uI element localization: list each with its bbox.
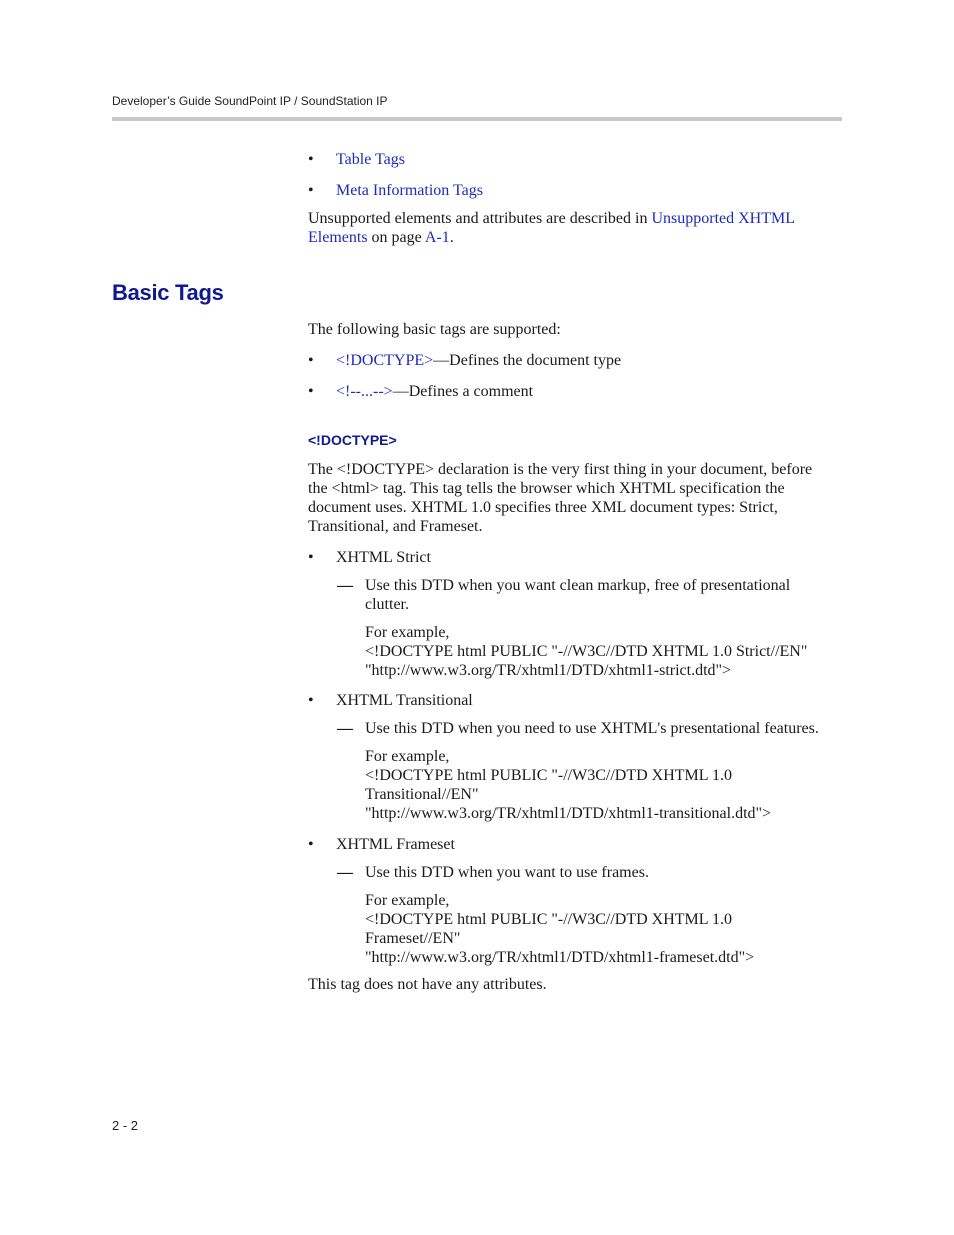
bullet-desc: —Defines a comment	[392, 383, 534, 400]
running-header: Developer’s Guide SoundPoint IP / SoundStation IP	[112, 94, 388, 108]
example-line: <!DOCTYPE html PUBLIC "-//W3C//DTD XHTML 1.0	[365, 767, 732, 784]
unsupported-suffix: .	[449, 229, 454, 246]
desc-line: Use this DTD when you want clean markup, free of presentational	[365, 577, 791, 594]
bullet-text	[336, 351, 621, 370]
section-intro: The following basic tags are supported:	[308, 321, 561, 338]
dash-glyph: —	[337, 864, 353, 881]
example-line: "http://www.w3.org/TR/xhtml1/DTD/xhtml1-transitional.dtd">	[365, 805, 772, 822]
link-page-a1[interactable]: A-1	[424, 229, 450, 246]
doctype-para-line: The <!DOCTYPE> declaration is the very first thing in your document, before	[308, 461, 813, 478]
subsection-title: <!DOCTYPE>	[308, 432, 397, 448]
link-meta-information-tags[interactable]: Meta Information Tags	[336, 182, 483, 199]
page-number: 2 - 2	[112, 1118, 139, 1133]
bullet-glyph: •	[308, 692, 314, 709]
bullet-glyph: •	[308, 151, 314, 168]
doctype-para-line: the <html> tag. This tag tells the browser which XHTML specification the	[308, 480, 785, 497]
unsupported-paragraph	[308, 209, 842, 247]
code-example	[365, 623, 843, 680]
bullet-desc: —Defines the document type	[433, 352, 622, 369]
example-line: For example,	[365, 748, 450, 765]
unsupported-prefix: Unsupported elements and attributes are described in	[308, 210, 652, 227]
link-comment[interactable]: <!--...-->	[336, 383, 393, 400]
link-table-tags[interactable]: Table Tags	[336, 151, 405, 168]
doctype-paragraph	[308, 460, 842, 536]
bullet-glyph: •	[308, 836, 314, 853]
unsupported-mid: on page	[367, 229, 425, 246]
doctype-type-name: XHTML Strict	[336, 549, 431, 566]
doctype-type-desc: Use this DTD when you want to use frames.	[365, 864, 649, 881]
bullet-glyph: •	[308, 549, 314, 566]
example-line: Transitional//EN"	[365, 786, 479, 803]
header-divider	[112, 117, 842, 121]
example-line: "http://www.w3.org/TR/xhtml1/DTD/xhtml1-frameset.dtd">	[365, 949, 755, 966]
bullet-glyph: •	[308, 383, 314, 400]
closing-paragraph: This tag does not have any attributes.	[308, 976, 547, 993]
section-title: Basic Tags	[112, 280, 224, 305]
bullet-glyph: •	[308, 182, 314, 199]
doctype-type-desc: Use this DTD when you need to use XHTML's presentational features.	[365, 720, 819, 737]
doctype-type-desc	[365, 576, 843, 614]
example-line: <!DOCTYPE html PUBLIC "-//W3C//DTD XHTML 1.0 Strict//EN"	[365, 643, 808, 660]
example-line: For example,	[365, 624, 450, 641]
example-line: "http://www.w3.org/TR/xhtml1/DTD/xhtml1-strict.dtd">	[365, 662, 732, 679]
doctype-type-name: XHTML Transitional	[336, 692, 473, 709]
example-line: For example,	[365, 892, 450, 909]
dash-glyph: —	[337, 577, 353, 594]
doctype-para-line: document uses. XHTML 1.0 specifies three XML document types: Strict,	[308, 499, 778, 516]
dash-glyph: —	[337, 720, 353, 737]
example-line: <!DOCTYPE html PUBLIC "-//W3C//DTD XHTML 1.0	[365, 911, 732, 928]
bullet-glyph: •	[308, 352, 314, 369]
code-example	[365, 891, 843, 967]
doctype-type-name: XHTML Frameset	[336, 836, 455, 853]
doctype-para-line: Transitional, and Frameset.	[308, 518, 483, 535]
bullet-text	[336, 382, 533, 401]
desc-line: clutter.	[365, 596, 409, 613]
code-example	[365, 747, 843, 823]
link-unsupported-xhtml[interactable]: Unsupported XHTML	[651, 210, 795, 227]
link-elements[interactable]: Elements	[308, 229, 368, 246]
link-doctype[interactable]: <!DOCTYPE>	[336, 352, 434, 369]
example-line: Frameset//EN"	[365, 930, 461, 947]
